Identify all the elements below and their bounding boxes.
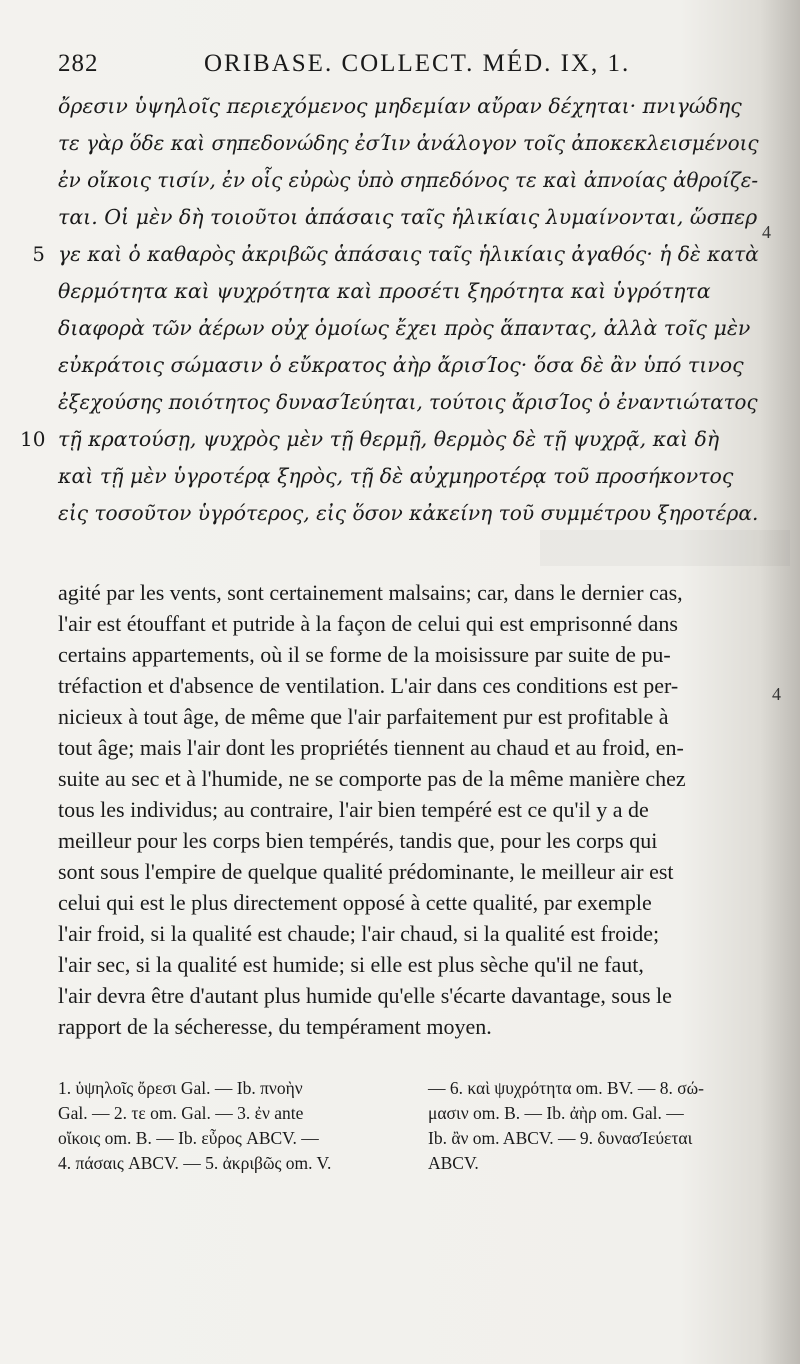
greek-line: εὐκράτοις σώμασιν ὁ εὔκρατος ἀὴρ ἄρισΊος· ὅσα δὲ ἂν ὑπό τινος bbox=[58, 353, 744, 377]
greek-line bbox=[20, 427, 720, 451]
margin-paragraph-mark: 4 bbox=[762, 222, 771, 242]
french-line: tous les individus; au contraire, l'air bien tempéré est ce qu'il y a de bbox=[58, 797, 649, 822]
french-line: nicieux à tout âge, de même que l'air parfaitement pur est profitable à bbox=[58, 704, 669, 729]
line-number-5: 5 bbox=[32, 242, 45, 266]
page-header bbox=[58, 50, 648, 82]
greek-line: ἐν οἴκοις τισίν, ἐν οἷς εὐρὼς ὑπὸ σηπεδόνος τε καὶ ἀπνοίας ἀθροίζε- bbox=[58, 168, 759, 192]
footnote-line: ABCV. bbox=[428, 1153, 479, 1173]
greek-line: ἐξεχούσης ποιότητος δυνασΊεύηται, τούτοις ἄρισΊος ὁ ἐναντιώτατος bbox=[58, 390, 758, 414]
french-line: tréfaction et d'absence de ventilation. L'air dans ces conditions est per- bbox=[58, 673, 679, 698]
page-number: 282 bbox=[58, 50, 99, 77]
show-through-shadow bbox=[540, 530, 790, 566]
running-title: ORIBASE. COLLECT. MÉD. IX, 1. bbox=[204, 50, 631, 77]
greek-line: τε γὰρ ὅδε καὶ σηπεδονώδης ἐσΊιν ἀνάλογον τοῖς ἀποκεκλεισμένοις bbox=[58, 131, 759, 155]
french-line: l'air sec, si la qualité est humide; si elle est plus sèche qu'il ne faut, bbox=[58, 952, 644, 977]
french-line: l'air est étouffant et putride à la façon de celui qui est emprisonné dans bbox=[58, 611, 678, 636]
footnote-line: Ib. ἂν om. ABCV. — 9. δυνασΊεύεται bbox=[428, 1128, 693, 1148]
footnote-line: 1. ὑψηλοῖς ὄρεσι Gal. — Ib. πνοὴν bbox=[58, 1078, 303, 1098]
greek-line bbox=[32, 242, 759, 266]
line-number-10: 10 bbox=[20, 427, 46, 451]
greek-line-text: γε καὶ ὁ καθαρὸς ἀκριβῶς ἁπάσαις ταῖς ἡλικίαις ἀγαθός· ἡ δὲ κατὰ bbox=[58, 242, 759, 266]
greek-line: ται. Οἱ μὲν δὴ τοιοῦτοι ἁπάσαις ταῖς ἡλικίαις λυμαίνονται, ὥσπερ bbox=[58, 205, 758, 229]
footnote-line: Gal. — 2. τε om. Gal. — 3. ἐν ante bbox=[58, 1103, 304, 1123]
margin-paragraph-mark: 4 bbox=[772, 684, 781, 704]
footnote-line: — 6. καὶ ψυχρότητα om. BV. — 8. σώ- bbox=[428, 1078, 704, 1098]
french-line: celui qui est le plus directement opposé à cette qualité, par exemple bbox=[58, 890, 652, 915]
french-line: suite au sec et à l'humide, ne se comporte pas de la même manière chez bbox=[58, 766, 686, 791]
french-line: l'air devra être d'autant plus humide qu'elle s'écarte davantage, sous le bbox=[58, 983, 672, 1008]
greek-line-text: τῇ κρατούσῃ, ψυχρὸς μὲν τῇ θερμῇ, θερμὸς δὲ τῇ ψυχρᾷ, καὶ δὴ bbox=[58, 427, 720, 451]
greek-line: διαφορὰ τῶν ἀέρων οὐχ ὁμοίως ἔχει πρὸς ἅπαντας, ἀλλὰ τοῖς μὲν bbox=[58, 316, 751, 340]
french-line: sont sous l'empire de quelque qualité prédominante, le meilleur air est bbox=[58, 859, 674, 884]
french-line: agité par les vents, sont certainement malsains; car, dans le dernier cas, bbox=[58, 580, 683, 605]
french-line: l'air froid, si la qualité est chaude; l'air chaud, si la qualité est froide; bbox=[58, 921, 660, 946]
greek-line: ὄρεσιν ὑψηλοῖς περιεχόμενος μηδεμίαν αὔραν δέχηται· πνιγώδης bbox=[58, 94, 742, 118]
footnote-line: οἴκοις om. B. — Ib. εὖρος ABCV. — bbox=[58, 1128, 319, 1148]
french-line: meilleur pour les corps bien tempérés, tandis que, pour les corps qui bbox=[58, 828, 658, 853]
footnote-line: 4. πάσαις ABCV. — 5. ἀκριβῶς om. V. bbox=[58, 1153, 332, 1173]
french-line: certains appartements, où il se forme de la moisissure par suite de pu- bbox=[58, 642, 671, 667]
french-line: rapport de la sécheresse, du tempérament moyen. bbox=[58, 1014, 492, 1039]
greek-line: καὶ τῇ μὲν ὑγροτέρᾳ ξηρὸς, τῇ δὲ αὐχμηροτέρᾳ τοῦ προσήκοντος bbox=[58, 464, 734, 488]
french-line: tout âge; mais l'air dont les propriétés tiennent au chaud et au froid, en- bbox=[58, 735, 684, 760]
greek-line: εἰς τοσοῦτον ὑγρότερος, εἰς ὅσον κἀκείνη τοῦ συμμέτρου ξηροτέρα. bbox=[58, 501, 759, 525]
footnote-line: μασιν om. B. — Ib. ἀὴρ om. Gal. — bbox=[428, 1103, 684, 1123]
greek-line: θερμότητα καὶ ψυχρότητα καὶ προσέτι ξηρότητα καὶ ὑγρότητα bbox=[58, 279, 711, 303]
